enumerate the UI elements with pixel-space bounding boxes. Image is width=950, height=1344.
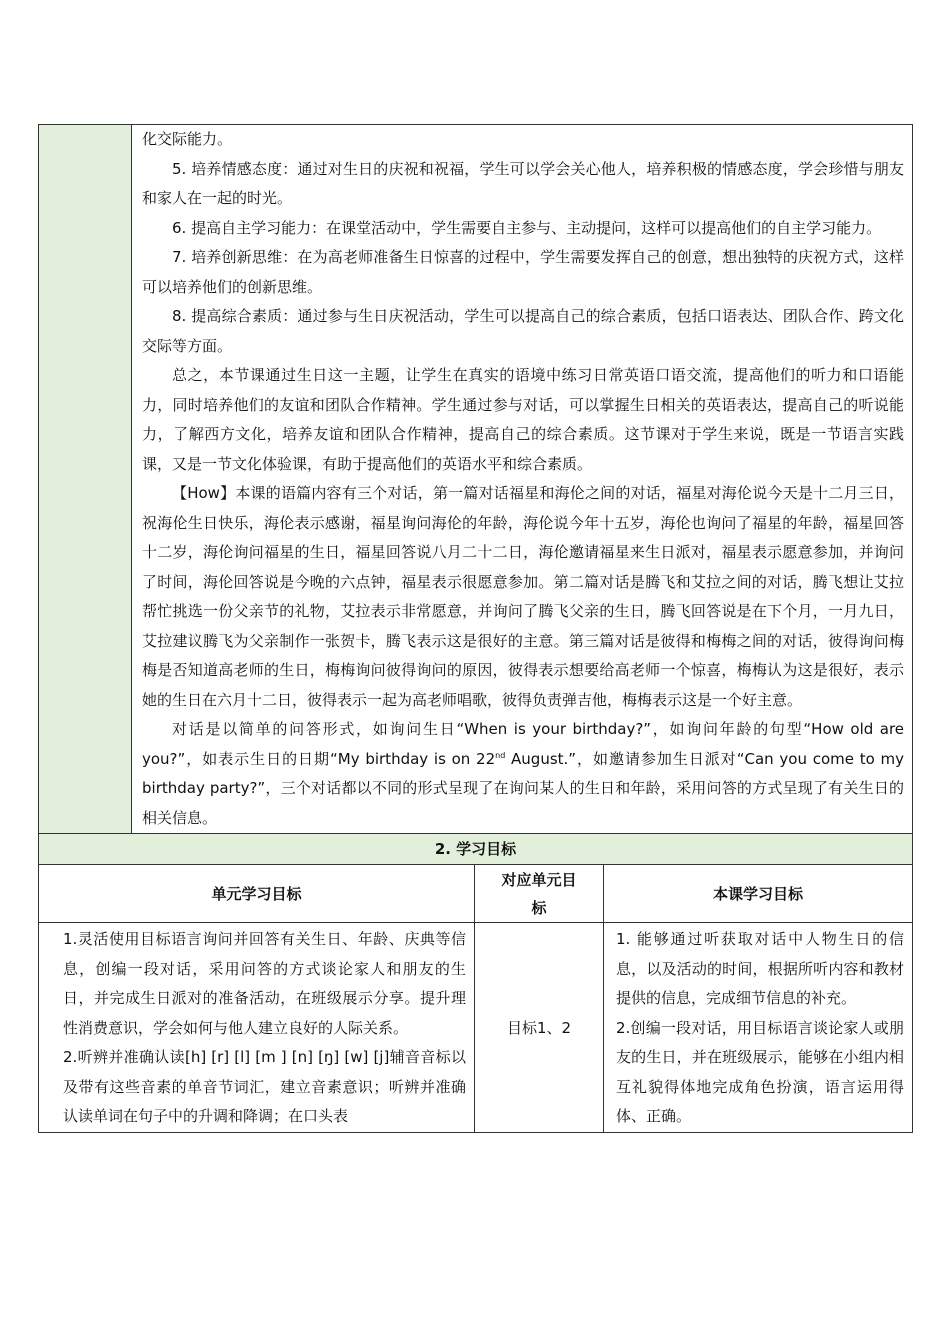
ordinal-suffix: nd [495, 750, 506, 760]
intro-tail: 化交际能力。 [142, 130, 233, 148]
dialog-form-part-1: 对话是以简单的问答形式，如询问生日“When is your birthday?”，如询问年龄的句型“How old are you?”，如表示生日的日期“My birthday is on 22 [142, 720, 905, 768]
goals-content-row [39, 923, 913, 1133]
lesson-plan-table [38, 124, 913, 1133]
analysis-row [39, 125, 913, 834]
unit-goals-cell [39, 923, 475, 1133]
dialog-form-paragraph [142, 715, 904, 833]
lesson-goal-2: 2.创编一段对话，用目标语言谈论家人或朋友的生日，并在班级展示，能够在小组内相互礼貌得体地完成角色扮演，语言运用得体、正确。 [616, 1018, 905, 1125]
lesson-goal-1: 1. 能够通过听获取对话中人物生日的信息，以及活动的时间，根据所听内容和教材提供的信息，完成细节信息的补充。 [616, 930, 905, 1007]
corresponding-goals-header: 对应单元目标 [475, 865, 604, 923]
section-2-row [39, 834, 913, 865]
goals-header-row [39, 865, 913, 923]
how-paragraph: 【How】本课的语篇内容有三个对话，第一篇对话福星和海伦之间的对话，福星对海伦说今天是十二月三日，祝海伦生日快乐，海伦表示感谢，福星询问海伦的年龄，海伦说今年十五岁，海伦也询问了福星的年龄，福星回答十二岁，海伦询问福星的生日，福星回答说八月二十二日，海伦邀请福星来生日派对，福星表示愿意参加，并询问了时间，海伦回答说是今晚的六点钟，福星表示很愿意参加。第二篇对话是腾飞和艾拉之间的对话，腾飞想让艾拉帮忙挑选一份父亲节的礼物，艾拉表示非常愿意，并询问了腾飞父亲的生日，腾飞回答说是在下个月，一月九日，艾拉建议腾飞为父亲制作一张贺卡，腾飞表示这是很好的主意。第三篇对话是彼得和梅梅之间的对话，彼得询问梅梅是否知道高老师的生日，梅梅询问彼得询问的原因，彼得表示想要给高老师一个惊喜，梅梅认为这是很好，表示她的生日在六月十二日，彼得表示一起为高老师唱歌，彼得负责弹吉他，梅梅表示这是一个好主意。 [142, 484, 905, 709]
dialog-form-part-2: August.”，如邀请参加生日派对“Can you come to my birthday party?”，三个对话都以不同的形式呈现了在询问某人的生日和年龄，采用问答的方式呈现了有关生日的相关信息。 [142, 749, 905, 827]
unit-goals-header: 单元学习目标 [39, 865, 475, 923]
corresponding-goals-cell: 目标1、2 [475, 923, 604, 1133]
unit-goal-1: 1.灵活使用目标语言询问并回答有关生日、年龄、庆典等信息，创编一段对话，采用问答的方式谈论家人和朋友的生日，并完成生日派对的准备活动，在班级展示分享。提升理性消费意识，学会如何与他人建立良好的人际关系。 [63, 930, 466, 1037]
lesson-goals-header: 本课学习目标 [604, 865, 913, 923]
point-5: 5. 培养情感态度：通过对生日的庆祝和祝福，学生可以学会关心他人，培养积极的情感态度，学会珍惜与朋友和家人在一起的时光。 [142, 159, 905, 207]
unit-goal-2: 2.听辨并准确认读[h] [r] [l] [m ] [n] [ŋ] [w] [j]辅音音标以及带有这些音素的单音节词汇，建立音素意识；听辨并准确认读单词在句子中的升调和降调；在口头表 [63, 1048, 466, 1125]
point-7: 7. 培养创新思维：在为高老师准备生日惊喜的过程中，学生需要发挥自己的创意，想出独特的庆祝方式，这样可以培养他们的创新思维。 [142, 248, 905, 296]
point-6: 6. 提高自主学习能力：在课堂活动中，学生需要自主参与、主动提问，这样可以提高他们的自主学习能力。 [172, 218, 882, 237]
point-8: 8. 提高综合素质：通过参与生日庆祝活动，学生可以提高自己的综合素质，包括口语表达、团队合作、跨文化交际等方面。 [142, 307, 905, 355]
section-2-title: 2. 学习目标 [39, 834, 913, 865]
lesson-goals-cell [604, 923, 913, 1133]
summary-paragraph: 总之，本节课通过生日这一主题，让学生在真实的语境中练习日常英语口语交流，提高他们的听力和口语能力，同时培养他们的友谊和团队合作精神。学生通过参与对话，可以掌握生日相关的英语表达，提高自己的听说能力，了解西方文化，培养友谊和团队合作精神，提高自己的综合素质。这节课对于学生来说，既是一节语言实践课，又是一节文化体验课，有助于提高他们的英语水平和综合素质。 [142, 366, 905, 473]
document-page [38, 124, 912, 1133]
text-analysis-cell [132, 125, 913, 834]
row-label-cell [39, 125, 132, 834]
